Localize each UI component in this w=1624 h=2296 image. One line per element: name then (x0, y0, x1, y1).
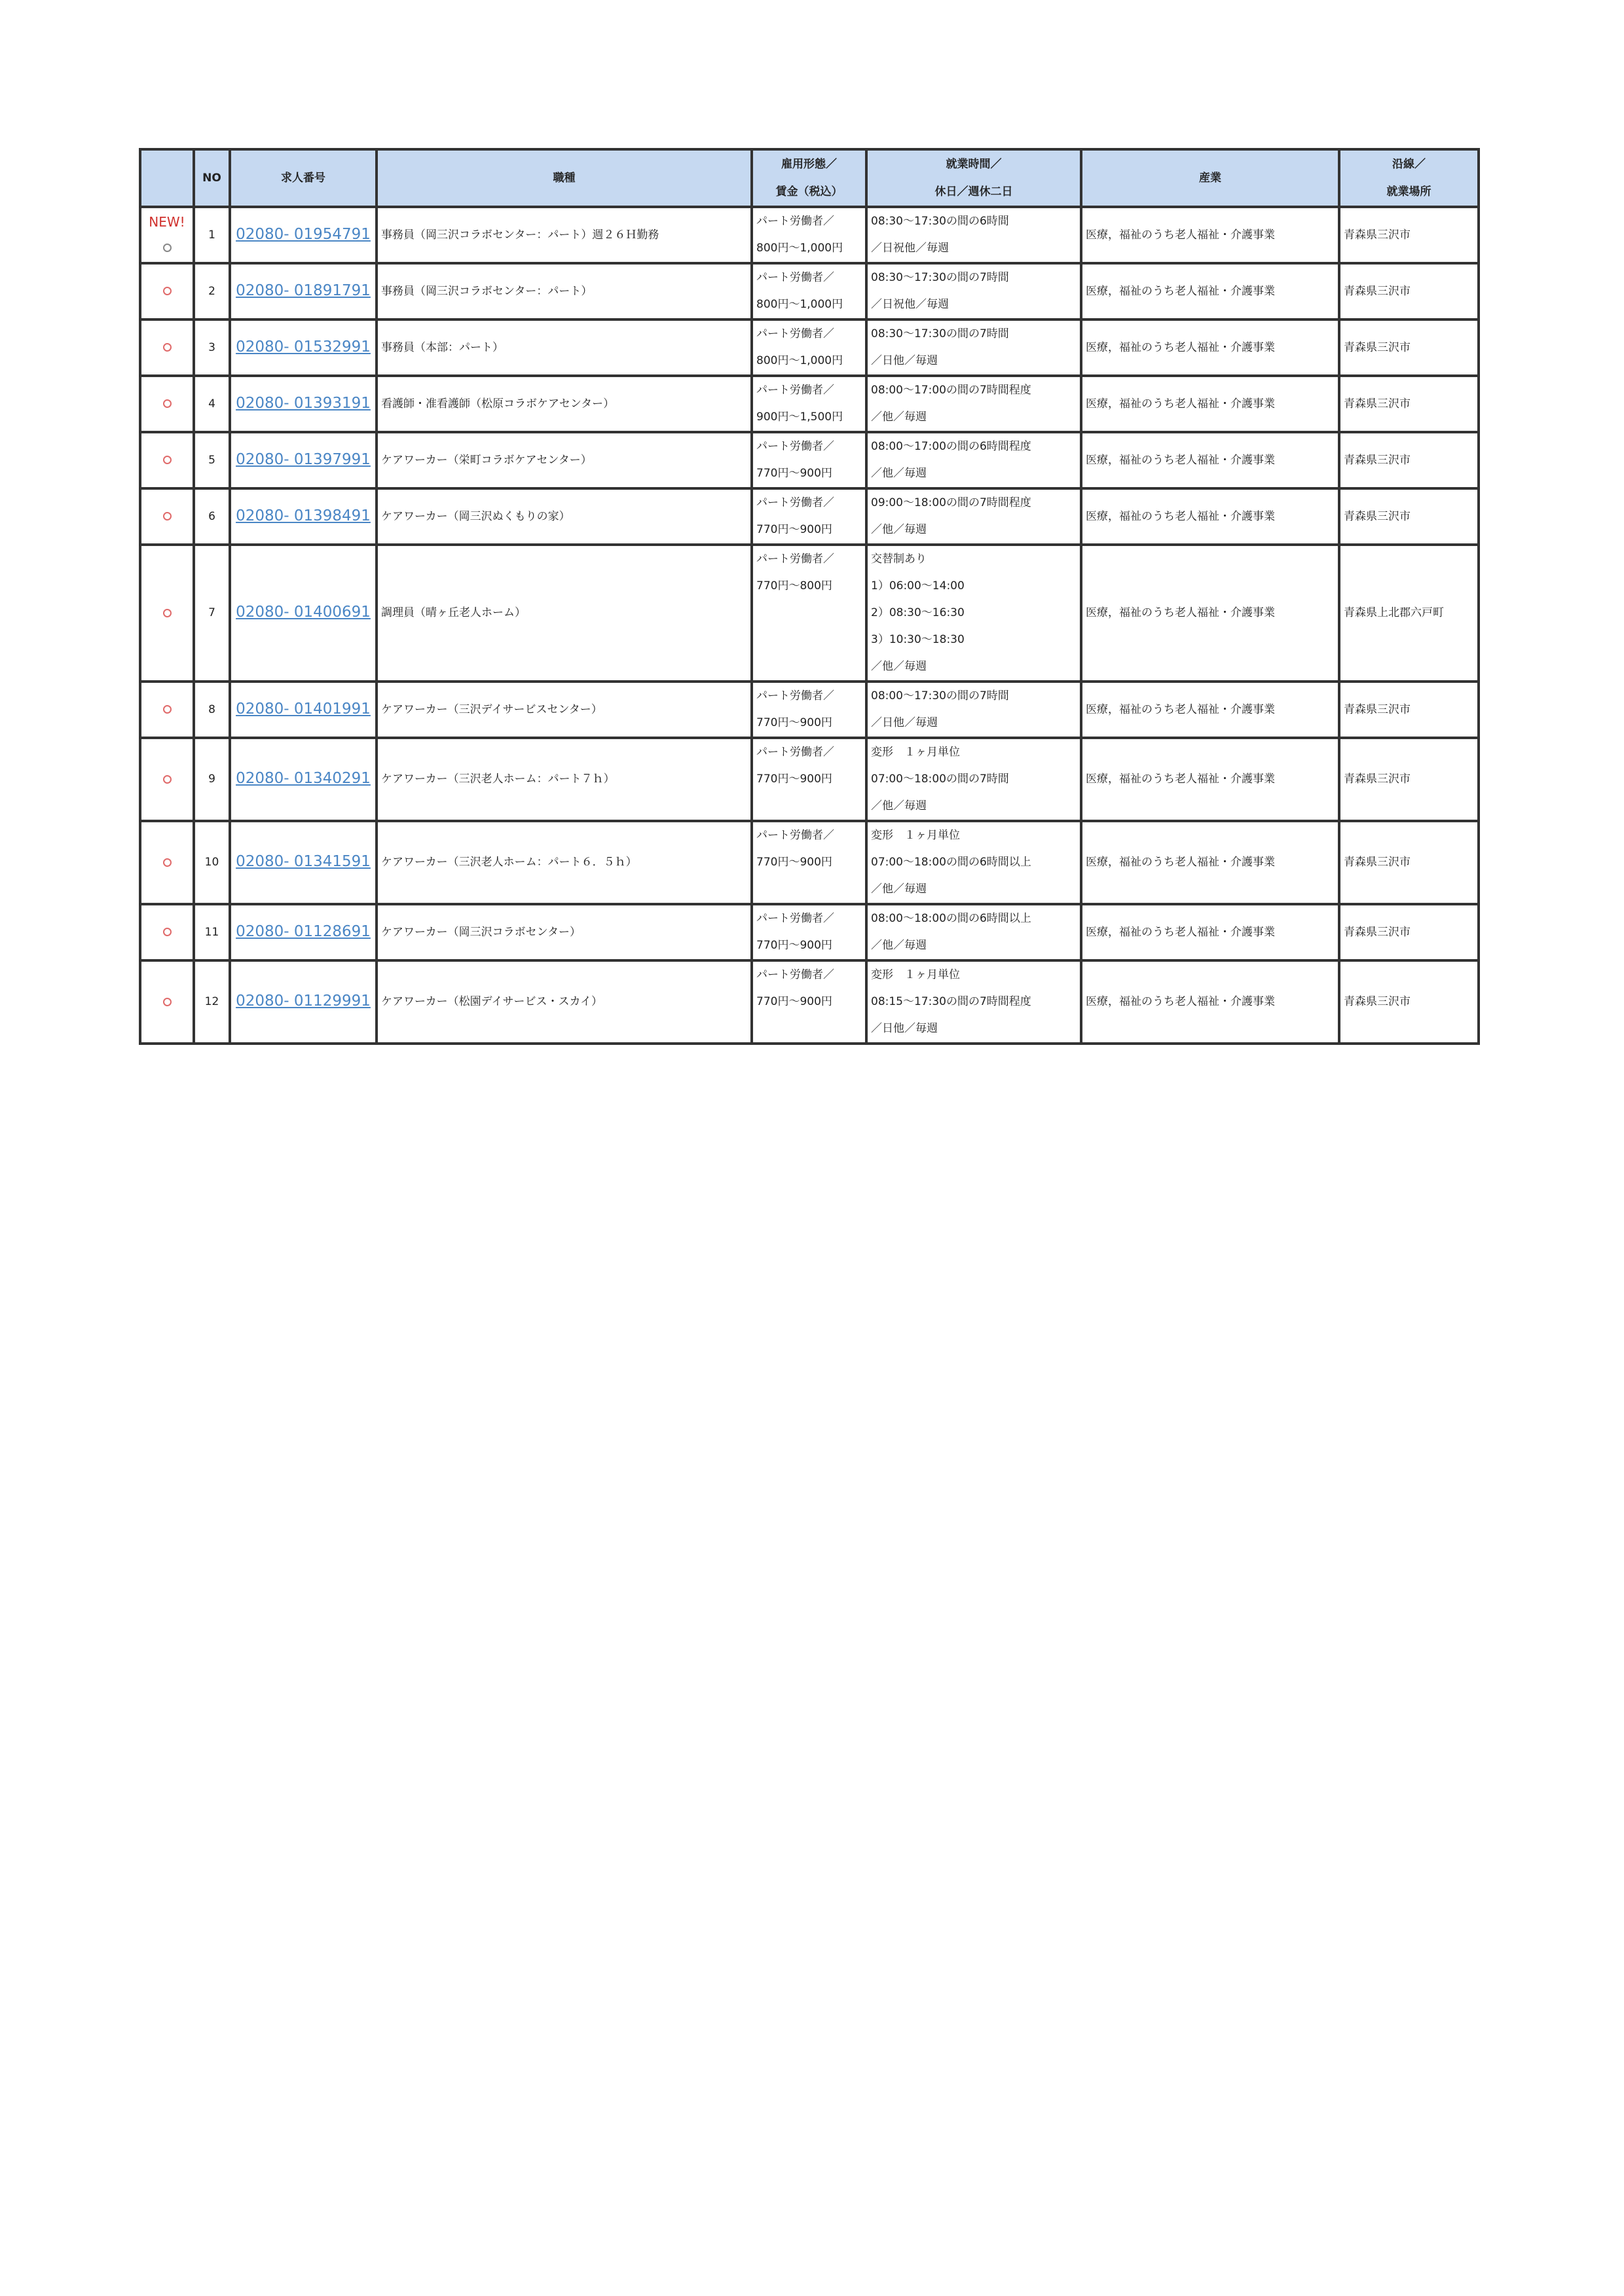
circle-marker-icon (163, 244, 172, 252)
job-title: ケアワーカー（岡三沢ぬくもりの家） (377, 488, 752, 545)
job-title: ケアワーカー（三沢老人ホーム：パート６．５ｈ） (377, 821, 752, 904)
wage: 770円〜900円 (756, 995, 832, 1008)
row-number: 9 (194, 738, 230, 821)
hours-holidays-cell (866, 488, 1081, 545)
employment-wage-cell (752, 960, 866, 1044)
job-title: ケアワーカー（栄町コラボケアセンター） (377, 432, 752, 488)
workplace-location: 青森県三沢市 (1339, 960, 1479, 1044)
wage: 800円〜1,000円 (756, 298, 843, 311)
industry: 医療，福祉のうち老人福祉・介護事業 (1081, 960, 1339, 1044)
header-job-number: 求人番号 (230, 149, 377, 207)
row-mark-cell (140, 376, 194, 432)
employment-wage-cell (752, 738, 866, 821)
industry: 医療，福祉のうち老人福祉・介護事業 (1081, 904, 1339, 960)
hours-holidays-cell (866, 821, 1081, 904)
wage (756, 600, 862, 627)
header-employment-wage (752, 149, 866, 207)
wage: 800円〜1,000円 (756, 242, 843, 255)
job-number-cell (230, 263, 377, 319)
hours-holidays-cell (866, 545, 1081, 682)
circle-marker-icon (163, 287, 172, 295)
header-mark (140, 149, 194, 207)
job-number-link[interactable]: 02080- 01401991 (236, 700, 371, 718)
employment-type: パート労働者／ (756, 327, 834, 340)
hours-holidays-cell (866, 207, 1081, 263)
job-title: 看護師・准看護師（松原コラボケアセンター） (377, 376, 752, 432)
row-number: 5 (194, 432, 230, 488)
workplace-location: 青森県三沢市 (1339, 682, 1479, 738)
hours-line: 07:00〜18:00の間の7時間 (871, 773, 1009, 786)
row-mark-cell (140, 488, 194, 545)
employment-type: パート労働者／ (756, 912, 834, 925)
hours-line: 3）10:30〜18:30 (871, 633, 965, 646)
row-number: 4 (194, 376, 230, 432)
header-industry: 産業 (1081, 149, 1339, 207)
table-row (140, 682, 1479, 738)
circle-marker-icon (163, 775, 172, 784)
row-mark-cell (140, 545, 194, 682)
row-number: 6 (194, 488, 230, 545)
circle-marker-icon (163, 998, 172, 1006)
workplace-location: 青森県三沢市 (1339, 488, 1479, 545)
job-number-cell (230, 376, 377, 432)
header-no: NO (194, 149, 230, 207)
wage: 770円〜900円 (756, 467, 832, 480)
hours-line: ／日他／毎週 (871, 716, 938, 729)
wage: 800円〜1,000円 (756, 354, 843, 367)
job-number-cell (230, 904, 377, 960)
row-number: 10 (194, 821, 230, 904)
table-row (140, 738, 1479, 821)
hours-line: 1）06:00〜14:00 (871, 579, 965, 592)
employment-type: パート労働者／ (756, 553, 834, 566)
employment-type: パート労働者／ (756, 496, 834, 509)
employment-type: パート労働者／ (756, 271, 834, 284)
hours-line: 08:00〜17:00の間の6時間程度 (871, 440, 1031, 453)
hours-line: ／日祝他／毎週 (871, 298, 949, 311)
hours-line: ／他／毎週 (871, 660, 927, 673)
hours-line: 08:30〜17:30の間の7時間 (871, 327, 1009, 340)
row-number: 1 (194, 207, 230, 263)
hours-holidays-cell (866, 960, 1081, 1044)
job-title: 事務員（本部：パート） (377, 319, 752, 376)
header-hours-label: 就業時間／ (946, 158, 1002, 171)
industry: 医療，福祉のうち老人福祉・介護事業 (1081, 319, 1339, 376)
table-row (140, 488, 1479, 545)
job-title: ケアワーカー（岡三沢コラボセンター） (377, 904, 752, 960)
employment-type: パート労働者／ (756, 968, 834, 981)
circle-marker-icon (163, 399, 172, 408)
row-mark-cell (140, 682, 194, 738)
job-title: 事務員（岡三沢コラボセンター：パート） (377, 263, 752, 319)
row-number: 2 (194, 263, 230, 319)
employment-type: パート労働者／ (756, 215, 834, 228)
employment-wage-cell (752, 319, 866, 376)
industry: 医療，福祉のうち老人福祉・介護事業 (1081, 682, 1339, 738)
circle-marker-icon (163, 512, 172, 520)
row-number: 3 (194, 319, 230, 376)
job-title: ケアワーカー（松園デイサービス・スカイ） (377, 960, 752, 1044)
row-number: 7 (194, 545, 230, 682)
header-holidays-label: 休日／週休二日 (934, 185, 1013, 198)
hours-line: 08:30〜17:30の間の6時間 (871, 215, 1009, 228)
hours-holidays-cell (866, 376, 1081, 432)
job-number-cell (230, 821, 377, 904)
job-number-link[interactable]: 02080- 01532991 (236, 338, 371, 355)
row-mark-cell (140, 207, 194, 263)
hours-line: 交替制あり (871, 553, 927, 566)
employment-type: パート労働者／ (756, 746, 834, 759)
row-number: 8 (194, 682, 230, 738)
workplace-location: 青森県三沢市 (1339, 738, 1479, 821)
circle-marker-icon (163, 928, 172, 936)
circle-marker-icon (163, 456, 172, 464)
workplace-location: 青森県三沢市 (1339, 319, 1479, 376)
header-location (1339, 149, 1479, 207)
employment-wage-cell (752, 263, 866, 319)
job-number-cell (230, 682, 377, 738)
job-number-cell (230, 545, 377, 682)
circle-marker-icon (163, 343, 172, 352)
industry: 医療，福祉のうち老人福祉・介護事業 (1081, 545, 1339, 682)
employment-type: パート労働者／ (756, 689, 834, 702)
circle-marker-icon (163, 705, 172, 714)
employment-wage-cell (752, 904, 866, 960)
industry: 医療，福祉のうち老人福祉・介護事業 (1081, 432, 1339, 488)
wage (756, 653, 862, 680)
hours-holidays-cell (866, 263, 1081, 319)
table-row (140, 432, 1479, 488)
hours-line: 08:00〜17:30の間の7時間 (871, 689, 1009, 702)
employment-wage-cell (752, 545, 866, 682)
industry: 医療，福祉のうち老人福祉・介護事業 (1081, 738, 1339, 821)
hours-holidays-cell (866, 682, 1081, 738)
table-row (140, 904, 1479, 960)
industry: 医療，福祉のうち老人福祉・介護事業 (1081, 488, 1339, 545)
table-row (140, 263, 1479, 319)
hours-line: ／他／毎週 (871, 799, 927, 812)
hours-line: 2）08:30〜16:30 (871, 606, 965, 619)
wage: 900円〜1,500円 (756, 410, 843, 424)
hours-line: 変形 １ヶ月単位 (871, 829, 960, 842)
table-row (140, 960, 1479, 1044)
table-row (140, 207, 1479, 263)
employment-type: パート労働者／ (756, 440, 834, 453)
row-mark-cell (140, 738, 194, 821)
job-number-link[interactable]: 02080- 01397991 (236, 450, 371, 468)
header-hours-holidays (866, 149, 1081, 207)
hours-line: ／他／毎週 (871, 523, 927, 536)
workplace-location: 青森県上北郡六戸町 (1339, 545, 1479, 682)
workplace-location: 青森県三沢市 (1339, 207, 1479, 263)
industry: 医療，福祉のうち老人福祉・介護事業 (1081, 821, 1339, 904)
hours-line: ／他／毎週 (871, 410, 927, 424)
row-mark-cell (140, 821, 194, 904)
wage: 770円〜800円 (756, 579, 832, 592)
hours-line: ／日他／毎週 (871, 354, 938, 367)
hours-line: ／日祝他／毎週 (871, 242, 949, 255)
row-mark-cell (140, 904, 194, 960)
row-number: 12 (194, 960, 230, 1044)
row-number: 11 (194, 904, 230, 960)
job-number-link[interactable]: 02080- 01954791 (236, 225, 371, 243)
employment-type: パート労働者／ (756, 384, 834, 397)
hours-line: 09:00〜18:00の間の7時間程度 (871, 496, 1031, 509)
wage (756, 627, 862, 653)
hours-line: ／他／毎週 (871, 467, 927, 480)
workplace-location: 青森県三沢市 (1339, 821, 1479, 904)
job-title: ケアワーカー（三沢デイサービスセンター） (377, 682, 752, 738)
header-wage-label: 賃金（税込） (775, 185, 843, 198)
hours-line: 07:00〜18:00の間の6時間以上 (871, 856, 1031, 869)
table-row (140, 319, 1479, 376)
job-number-link[interactable]: 02080- 01340291 (236, 770, 371, 787)
wage (756, 1015, 862, 1042)
hours-line: 08:00〜18:00の間の6時間以上 (871, 912, 1031, 925)
row-mark-cell (140, 960, 194, 1044)
job-number-link[interactable]: 02080- 01393191 (236, 394, 371, 412)
employment-wage-cell (752, 207, 866, 263)
header-employment-label: 雇用形態／ (781, 158, 837, 171)
job-number-cell (230, 738, 377, 821)
workplace-location: 青森県三沢市 (1339, 263, 1479, 319)
job-title: ケアワーカー（三沢老人ホーム：パート７ｈ） (377, 738, 752, 821)
table-row (140, 821, 1479, 904)
wage (756, 793, 862, 820)
job-number-link[interactable]: 02080- 01341591 (236, 853, 371, 870)
row-mark-cell (140, 319, 194, 376)
employment-wage-cell (752, 821, 866, 904)
hours-line: 08:15〜17:30の間の7時間程度 (871, 995, 1031, 1008)
table-row (140, 376, 1479, 432)
job-number-link[interactable]: 02080- 01129991 (236, 993, 371, 1010)
wage: 770円〜900円 (756, 773, 832, 786)
hours-line: 08:00〜17:00の間の7時間程度 (871, 384, 1031, 397)
hours-holidays-cell (866, 432, 1081, 488)
workplace-location: 青森県三沢市 (1339, 432, 1479, 488)
wage: 770円〜900円 (756, 939, 832, 952)
row-mark-cell (140, 432, 194, 488)
row-mark-cell (140, 263, 194, 319)
employment-wage-cell (752, 488, 866, 545)
job-listings-table (139, 148, 1480, 1045)
employment-type: パート労働者／ (756, 829, 834, 842)
table-row (140, 545, 1479, 682)
workplace-location: 青森県三沢市 (1339, 904, 1479, 960)
new-badge: NEW! (149, 213, 185, 230)
employment-wage-cell (752, 432, 866, 488)
employment-wage-cell (752, 376, 866, 432)
hours-line: ／他／毎週 (871, 939, 927, 952)
wage (756, 876, 862, 903)
hours-line: ／他／毎週 (871, 883, 927, 896)
job-number-link[interactable]: 02080- 01891791 (236, 282, 371, 299)
hours-holidays-cell (866, 904, 1081, 960)
industry: 医療，福祉のうち老人福祉・介護事業 (1081, 376, 1339, 432)
job-number-cell (230, 488, 377, 545)
circle-marker-icon (163, 609, 172, 617)
job-number-link[interactable]: 02080- 01128691 (236, 922, 371, 940)
hours-line: 変形 １ヶ月単位 (871, 746, 960, 759)
job-title: 調理員（晴ヶ丘老人ホーム） (377, 545, 752, 682)
hours-line: 08:30〜17:30の間の7時間 (871, 271, 1009, 284)
wage: 770円〜900円 (756, 716, 832, 729)
job-number-cell (230, 432, 377, 488)
header-workplace-label: 就業場所 (1386, 185, 1431, 198)
hours-holidays-cell (866, 319, 1081, 376)
employment-wage-cell (752, 682, 866, 738)
wage: 770円〜900円 (756, 523, 832, 536)
header-job-title: 職種 (377, 149, 752, 207)
job-title: 事務員（岡三沢コラボセンター：パート）週２６Ｈ勤務 (377, 207, 752, 263)
workplace-location: 青森県三沢市 (1339, 376, 1479, 432)
header-row (140, 149, 1479, 207)
hours-line: 変形 １ヶ月単位 (871, 968, 960, 981)
job-number-cell (230, 207, 377, 263)
hours-holidays-cell (866, 738, 1081, 821)
industry: 医療，福祉のうち老人福祉・介護事業 (1081, 263, 1339, 319)
header-line-label: 沿線／ (1392, 158, 1426, 171)
circle-marker-icon (163, 858, 172, 867)
hours-line: ／日他／毎週 (871, 1022, 938, 1035)
industry: 医療，福祉のうち老人福祉・介護事業 (1081, 207, 1339, 263)
job-number-link[interactable]: 02080- 01400691 (236, 604, 371, 621)
job-number-cell (230, 319, 377, 376)
job-number-cell (230, 960, 377, 1044)
wage: 770円〜900円 (756, 856, 832, 869)
job-number-link[interactable]: 02080- 01398491 (236, 507, 371, 524)
